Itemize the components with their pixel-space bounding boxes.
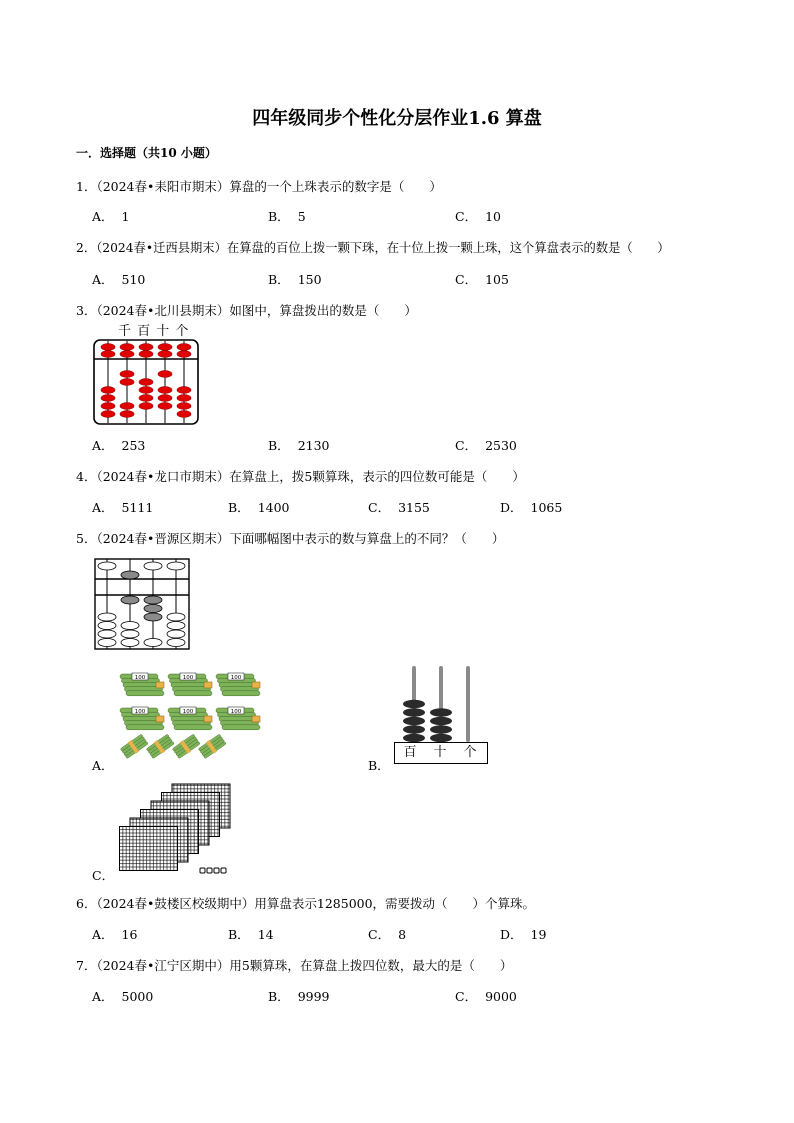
option-label: B．	[228, 500, 250, 515]
option-text: 5	[297, 209, 306, 224]
abacus-bead	[167, 613, 185, 621]
red-bead	[139, 344, 153, 351]
option-label: D．	[500, 927, 523, 942]
ten-stick-bundle	[172, 733, 201, 759]
option-label: B．	[268, 209, 290, 224]
bundle-tag-label: 100	[230, 709, 242, 715]
abacus-bead	[167, 630, 185, 638]
q7-option-a[interactable]	[92, 987, 153, 1005]
hundred-stick-bundle	[120, 673, 164, 696]
option-text: 16	[121, 927, 138, 942]
bundle-tag-label: 100	[134, 709, 146, 715]
red-bead	[101, 395, 115, 402]
red-bead	[101, 344, 115, 351]
red-bead	[139, 351, 153, 358]
ten-stick-bundle	[198, 733, 227, 759]
q2-option-a[interactable]	[92, 270, 145, 288]
ten-stick-bundle	[146, 733, 175, 759]
red-bead	[101, 411, 115, 418]
option-label: D．	[500, 500, 523, 515]
red-bead	[158, 371, 172, 378]
option-label: C．	[368, 500, 391, 515]
question-7-stem: 7．（2024春•江宁区期中）用5颗算珠，在算盘上拨四位数，最大的是（ ）	[76, 958, 513, 973]
option-text: 3155	[398, 500, 430, 515]
q1-option-c[interactable]	[455, 207, 501, 225]
bundle-tag-label: 100	[134, 675, 146, 681]
red-bead	[101, 351, 115, 358]
hundred-stick-bundle	[216, 673, 260, 696]
option-label: B．	[268, 989, 290, 1004]
unit-cube	[221, 868, 226, 873]
option-label: A．	[92, 209, 114, 224]
option-text: 14	[257, 927, 274, 942]
abacus-bead	[167, 639, 185, 647]
q1-option-b[interactable]	[268, 207, 306, 225]
abacus-bead	[121, 639, 139, 647]
option-text: 510	[121, 272, 146, 287]
bundle-tag-label: 100	[182, 675, 194, 681]
red-bead	[177, 403, 191, 410]
bundle-tag-label: 100	[182, 709, 194, 715]
option-label: C．	[455, 989, 478, 1004]
counter-bead	[430, 725, 452, 733]
q2-option-b[interactable]	[268, 270, 322, 288]
red-bead	[101, 403, 115, 410]
red-bead	[101, 387, 115, 394]
option-text: 9999	[297, 989, 330, 1004]
abacus-bead	[98, 562, 116, 570]
red-bead	[158, 403, 172, 410]
hundred-stick-bundle	[120, 707, 164, 730]
q3-option-a[interactable]	[92, 436, 145, 454]
abacus-bead	[121, 622, 139, 630]
option-text: 19	[530, 927, 547, 942]
abacus-bead	[121, 596, 139, 604]
red-bead	[120, 371, 134, 378]
red-bead	[177, 387, 191, 394]
option-text: 2530	[485, 438, 517, 453]
abacus-bead	[144, 562, 162, 570]
red-bead	[158, 387, 172, 394]
abacus-bead	[121, 571, 139, 579]
stick-bundles-figure	[116, 668, 262, 772]
q4-option-b[interactable]	[228, 498, 290, 516]
plain-abacus-figure	[94, 558, 190, 650]
q6-option-b[interactable]	[228, 925, 274, 943]
ten-stick-bundle	[120, 733, 149, 759]
page-title: 四年级同步个性化分层作业1.6 算盘	[252, 108, 542, 129]
option-label: B．	[268, 272, 290, 287]
hundred-grid-block	[120, 827, 178, 871]
red-bead	[177, 411, 191, 418]
option-label: A．	[92, 438, 114, 453]
question-2-stem: 2．（2024春•迁西县期末）在算盘的百位上拨一颗下珠，在十位上拨一颗上珠，这个算盘表示的数是（ ）	[76, 241, 670, 255]
option-text: 5000	[121, 989, 154, 1004]
option-text: 253	[121, 438, 146, 453]
question-1-stem: 1．（2024春•耒阳市期末）算盘的一个上珠表示的数字是（ ）	[76, 179, 442, 194]
q7-option-c[interactable]	[455, 987, 517, 1005]
option-label: A．	[92, 927, 114, 942]
red-bead	[139, 379, 153, 386]
option-label: C．	[455, 438, 478, 453]
q3-option-c[interactable]	[455, 436, 517, 454]
bundle-tag-label: 100	[230, 675, 242, 681]
option-text: 105	[485, 272, 509, 287]
hundred-stick-bundle	[168, 673, 212, 696]
q2-option-c[interactable]	[455, 270, 509, 288]
option-text: 5111	[121, 500, 154, 515]
q6-option-c[interactable]	[368, 925, 406, 943]
red-bead	[158, 395, 172, 402]
abacus-bead	[98, 630, 116, 638]
counter-bead	[403, 717, 425, 725]
option-text: 1065	[530, 500, 563, 515]
question-3-stem: 3．（2024春•北川县期末）如图中，算盘拨出的数是（ ）	[76, 303, 417, 318]
counting-frame-place-labels: 百 十 个	[403, 745, 479, 760]
red-bead	[139, 403, 153, 410]
hundred-stick-bundle	[216, 707, 260, 730]
option-label: A．	[92, 989, 114, 1004]
option-text: 2130	[297, 438, 330, 453]
q5-option-b-label[interactable]: B．	[368, 758, 390, 773]
red-bead	[120, 351, 134, 358]
option-label: B．	[228, 927, 250, 942]
abacus-bead	[98, 639, 116, 647]
counter-bead	[403, 708, 425, 716]
unit-cube	[207, 868, 212, 873]
option-label: C．	[455, 272, 478, 287]
red-bead	[177, 344, 191, 351]
option-label: B．	[268, 438, 290, 453]
question-4-stem: 4．（2024春•龙口市期末）在算盘上，拨5颗算珠，表示的四位数可能是（ ）	[76, 469, 525, 484]
q4-option-d[interactable]	[500, 498, 562, 516]
red-bead	[139, 387, 153, 394]
q6-option-a[interactable]	[92, 925, 137, 943]
red-abacus-figure	[92, 338, 204, 428]
q5-option-c-label[interactable]: C．	[92, 868, 115, 883]
red-bead	[177, 395, 191, 402]
red-bead	[139, 395, 153, 402]
abacus-place-header: 千 百 十 个	[118, 324, 190, 339]
counter-bead	[430, 717, 452, 725]
q1-option-a[interactable]	[92, 207, 129, 225]
red-bead	[177, 351, 191, 358]
option-label: C．	[368, 927, 391, 942]
counter-bead	[403, 700, 425, 708]
red-bead	[158, 344, 172, 351]
unit-cube	[200, 868, 205, 873]
hundred-stick-bundle	[168, 707, 212, 730]
question-6-stem: 6．（2024春•鼓楼区校级期中）用算盘表示1285000，需要拨动（ ）个算珠。	[76, 896, 536, 911]
abacus-bead	[167, 562, 185, 570]
section-heading: 一．选择题（共10 小题）	[76, 146, 217, 160]
option-label: A．	[92, 272, 114, 287]
q6-option-d[interactable]	[500, 925, 546, 943]
counter-bead	[430, 708, 452, 716]
red-bead	[120, 403, 134, 410]
abacus-bead	[144, 596, 162, 604]
abacus-bead	[144, 639, 162, 647]
counter-bead	[430, 734, 452, 742]
option-text: 8	[398, 927, 407, 942]
unit-cube	[214, 868, 219, 873]
counter-bead	[403, 725, 425, 733]
q4-option-a[interactable]	[92, 498, 153, 516]
option-text: 1400	[257, 500, 290, 515]
abacus-bead	[144, 605, 162, 613]
question-5-stem: 5．（2024春•晋源区期末）下面哪幅图中表示的数与算盘上的不同？（ ）	[76, 531, 505, 546]
abacus-bead	[144, 613, 162, 621]
q7-option-b[interactable]	[268, 987, 330, 1005]
option-text: 150	[297, 272, 322, 287]
option-label: A．	[92, 500, 114, 515]
red-bead	[120, 411, 134, 418]
counting-frame-figure	[394, 664, 490, 744]
q4-option-c[interactable]	[368, 498, 430, 516]
hundred-grids-figure	[116, 782, 232, 878]
abacus-bead	[98, 613, 116, 621]
abacus-bead	[98, 622, 116, 630]
option-text: 9000	[485, 989, 517, 1004]
abacus-bead	[121, 630, 139, 638]
counting-frame-base	[394, 742, 488, 764]
q3-option-b[interactable]	[268, 436, 330, 454]
counter-bead	[403, 734, 425, 742]
option-text: 10	[485, 209, 501, 224]
option-text: 1	[121, 209, 130, 224]
option-label: C．	[455, 209, 478, 224]
red-bead	[158, 351, 172, 358]
q5-option-a-label[interactable]: A．	[92, 758, 114, 773]
abacus-bead	[167, 622, 185, 630]
red-bead	[120, 379, 134, 386]
red-bead	[120, 344, 134, 351]
